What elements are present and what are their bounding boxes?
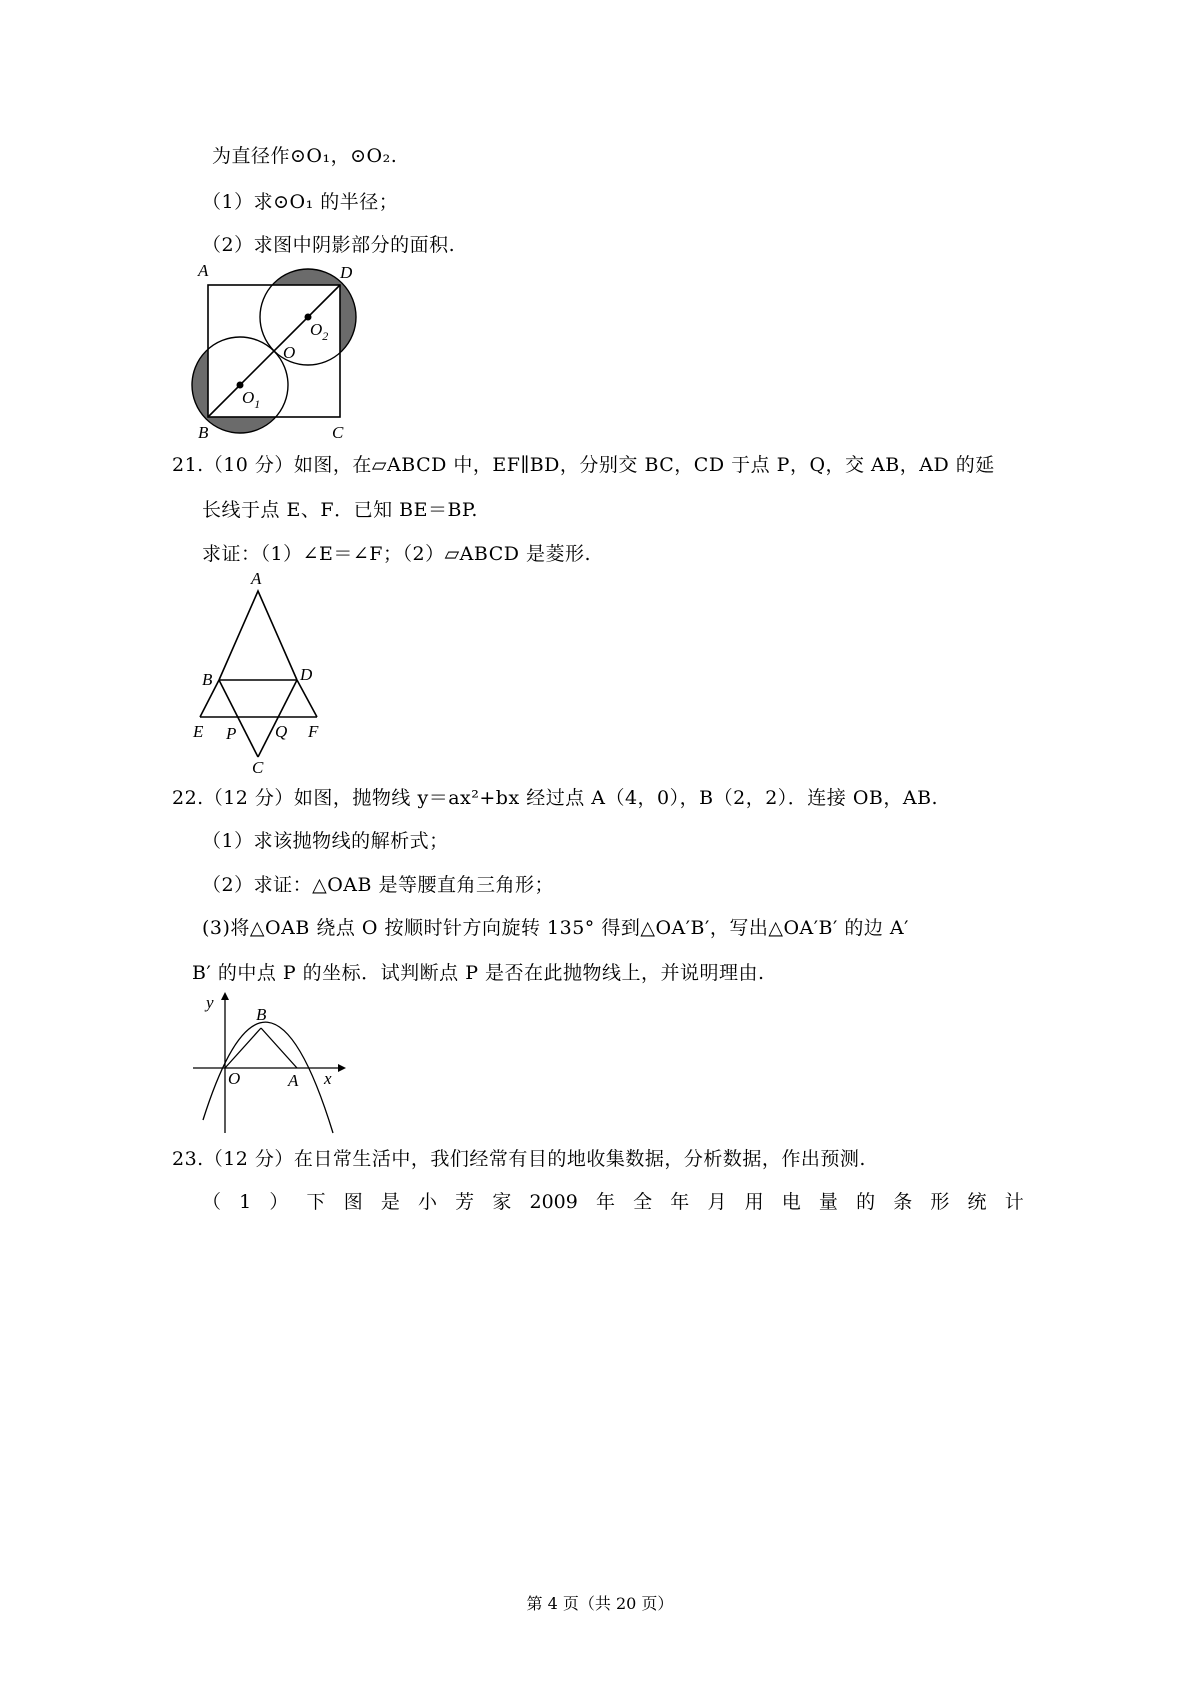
q21-figure xyxy=(190,567,340,777)
q20-label-b: B xyxy=(198,423,209,442)
q22-text-line1: 22.（12 分）如图，抛物线 y＝ax²+bx 经过点 A（4，0），B（2，2）．连接 OB，AB. xyxy=(172,787,939,809)
q20-label-o1: $O_1$ xyxy=(242,388,261,411)
q21-label-c: C xyxy=(252,758,264,777)
q20-label-o: O xyxy=(283,343,296,362)
q21-label-f: F xyxy=(308,722,319,741)
q21-text-line1: 21.（10 分）如图，在▱ABCD 中，EF∥BD，分别交 BC，CD 于点 P，Q，交 AB，AD 的延 xyxy=(172,454,995,476)
q22-label-a: A xyxy=(288,1071,299,1090)
q22-label-b: B xyxy=(256,1005,267,1024)
q20-part2: （2）求图中阴影部分的面积. xyxy=(202,234,456,256)
q21-label-b: B xyxy=(202,670,213,689)
q22-figure xyxy=(188,988,358,1138)
q20-label-d: D xyxy=(340,263,353,282)
q21-text-line2: 长线于点 E、F．已知 BE＝BP. xyxy=(202,499,478,521)
q22-label-o: O xyxy=(228,1069,241,1088)
q22-part3: (3)将△OAB 绕点 O 按顺时针方向旋转 135° 得到△OA′B′，写出△OA′B′ 的边 A′ xyxy=(202,917,909,939)
q23-text-line2: （ 1 ） 下 图 是 小 芳 家 2009 年 全 年 月 用 电 量 的 条 形 统 计 xyxy=(202,1191,1024,1213)
q21-label-q: Q xyxy=(275,722,288,741)
q21-label-p: P xyxy=(226,724,237,743)
q21-label-a: A xyxy=(251,569,262,588)
q22-part2: （2）求证：△OAB 是等腰直角三角形； xyxy=(202,874,555,896)
page-footer: 第 4 页（共 20 页） xyxy=(526,1594,674,1613)
q20-label-a: A xyxy=(198,261,209,280)
q22-part3-cont: B′ 的中点 P 的坐标．试判断点 P 是否在此抛物线上，并说明理由. xyxy=(192,962,765,984)
q20-label-o2: $O_2$ xyxy=(310,320,329,343)
q21-label-d: D xyxy=(300,665,313,684)
q22-part1: （1）求该抛物线的解析式； xyxy=(202,830,449,852)
q22-label-x: x xyxy=(324,1069,332,1088)
q23-text-line1: 23.（12 分）在日常生活中，我们经常有目的地收集数据，分析数据，作出预测. xyxy=(172,1148,866,1170)
q20-figure xyxy=(190,260,390,450)
q20-part1: （1）求⊙O₁ 的半径； xyxy=(202,191,399,213)
q20-text-line1: 为直径作⊙O₁，⊙O₂. xyxy=(212,145,398,167)
q20-label-c: C xyxy=(332,423,344,442)
q22-label-y: y xyxy=(206,993,214,1012)
q21-label-e: E xyxy=(193,722,204,741)
q21-text-line3: 求证：（1）∠E＝∠F；（2）▱ABCD 是菱形. xyxy=(202,543,592,565)
